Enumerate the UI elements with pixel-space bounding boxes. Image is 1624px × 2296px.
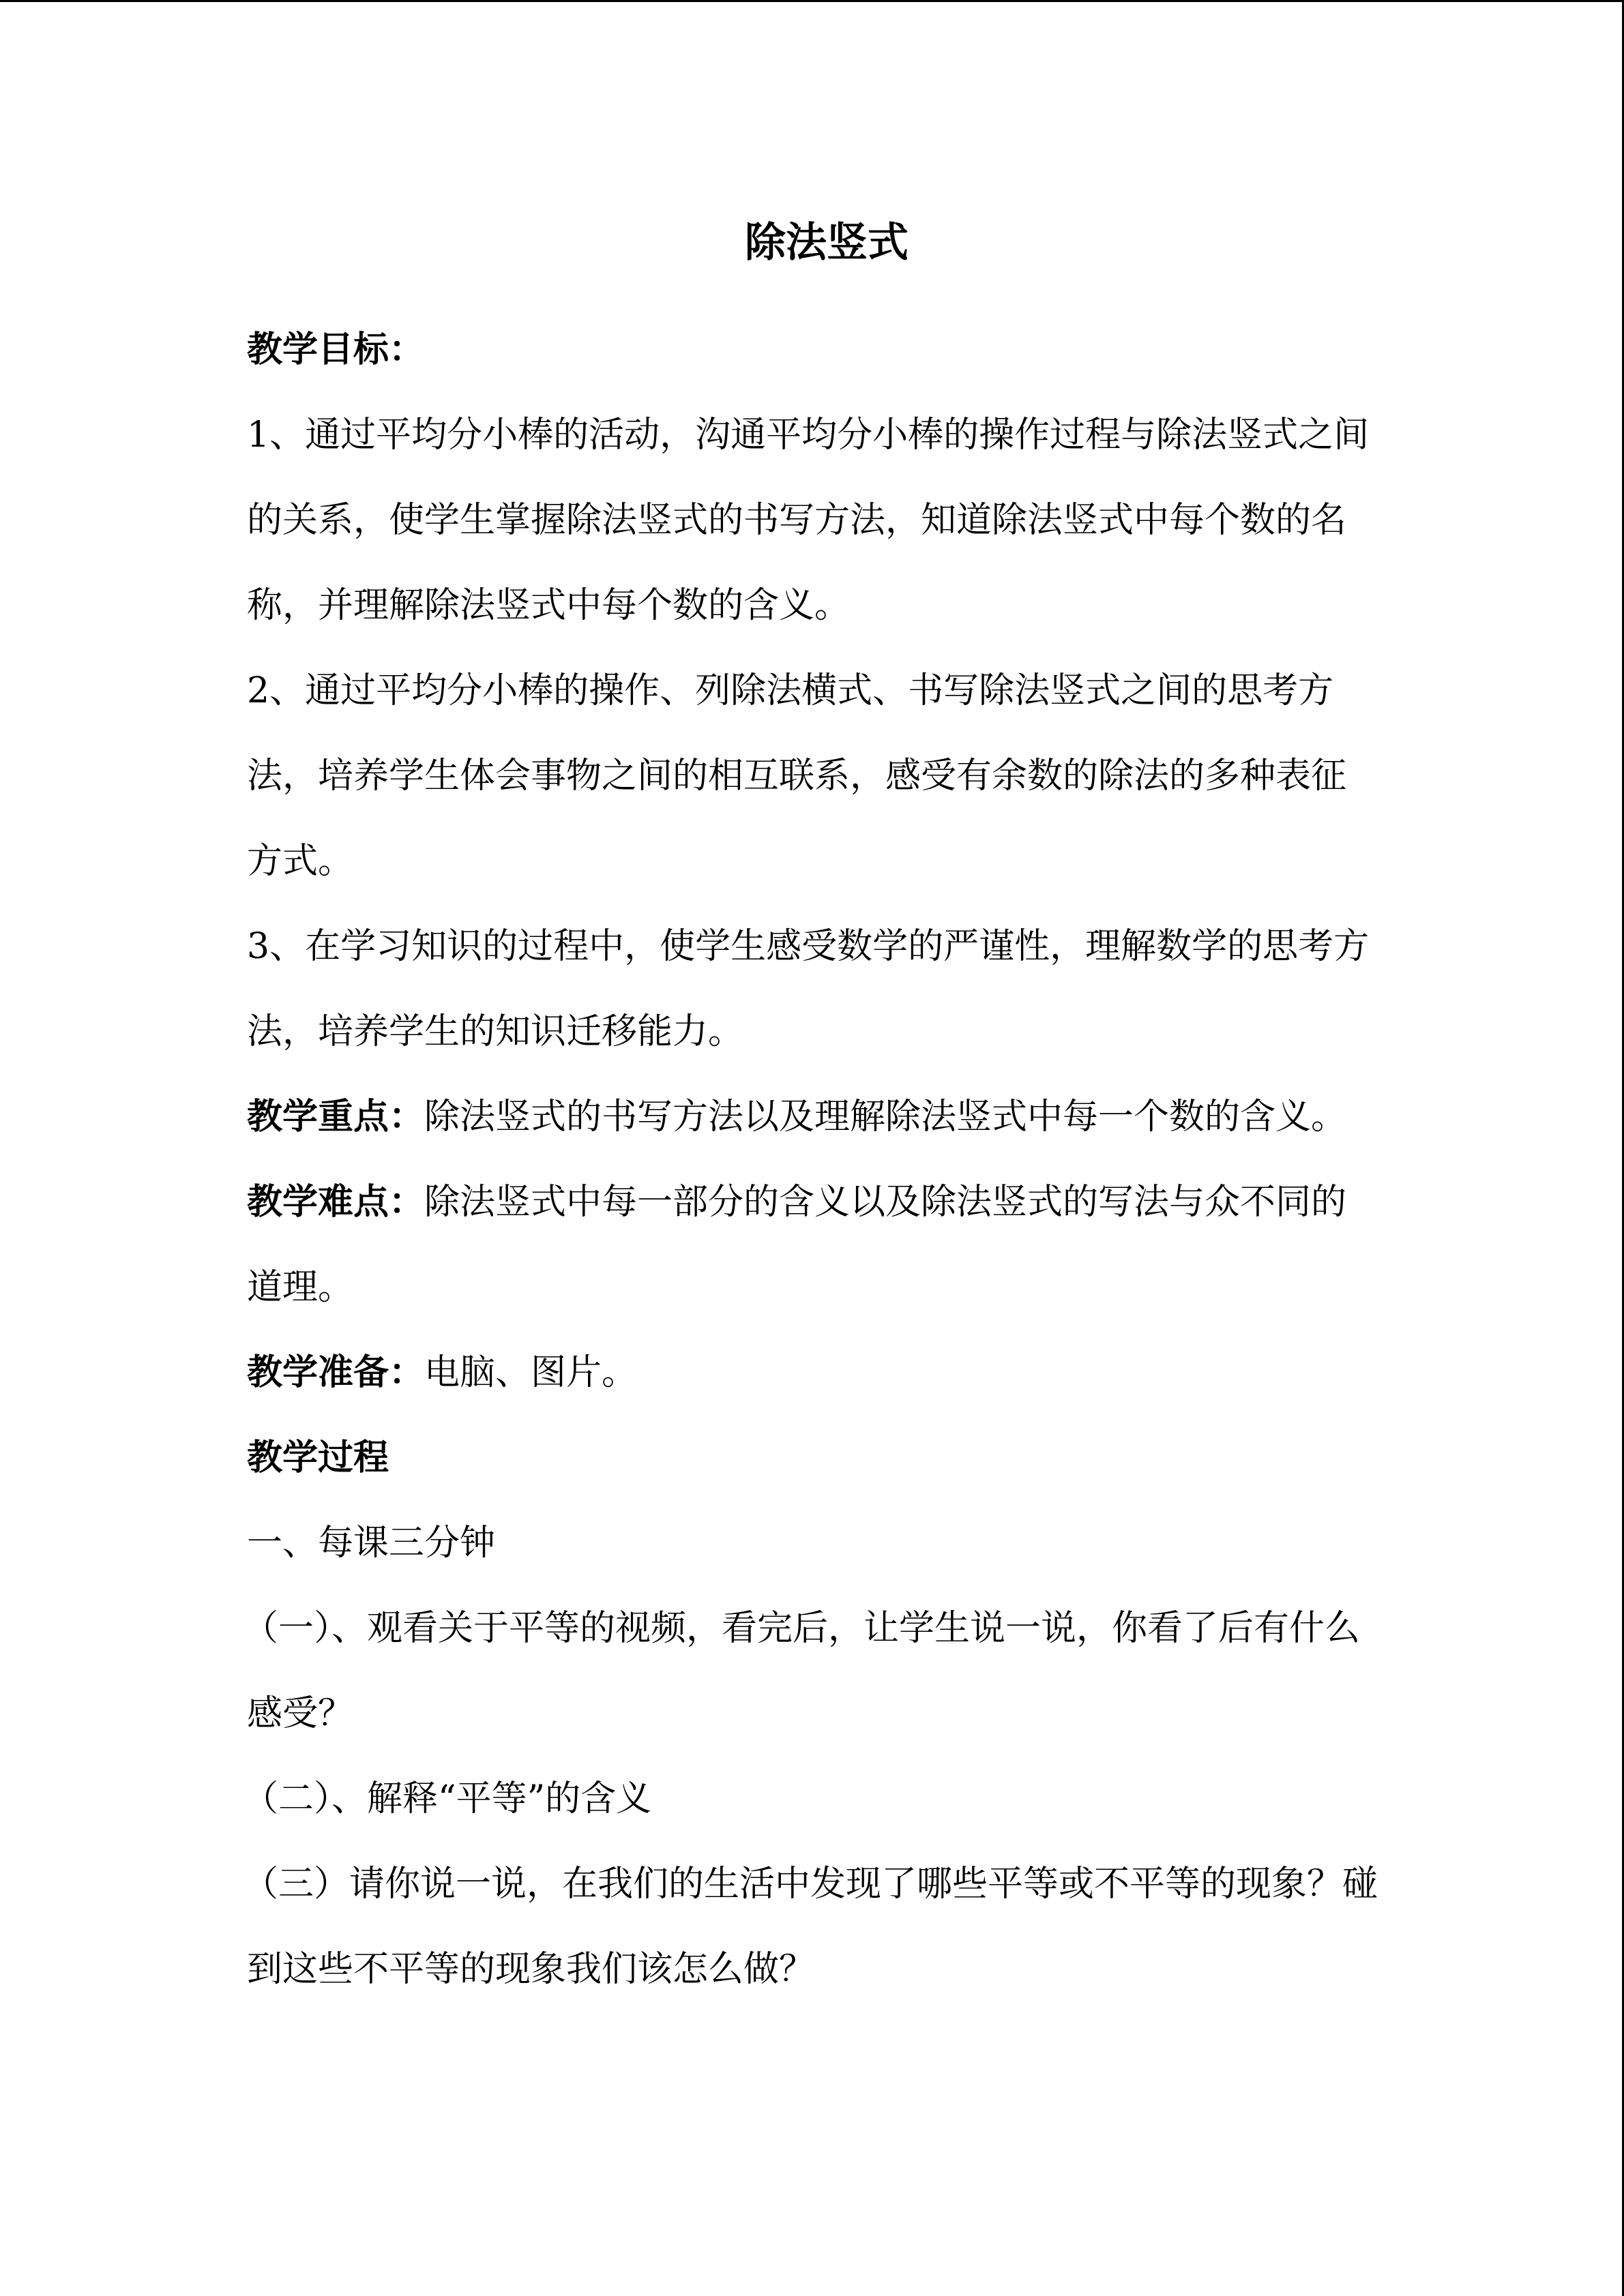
difficulty (247, 1160, 1379, 1330)
key-point-text: 除法竖式的书写方法以及理解除法竖式中每一个数的含义。 (424, 1097, 1347, 1137)
difficulty-label: 教学难点： (247, 1182, 425, 1223)
document-body (243, 219, 1379, 2012)
process-item-2: （二）、解释“平等”的含义 (243, 1778, 652, 1819)
objective-3: 3、在学习知识的过程中，使学生感受数学的严谨性，理解数学的思考方法，培养学生的知识迁移能力。 (247, 926, 1370, 1052)
section-1: 一、每课三分钟 (247, 1523, 496, 1564)
difficulty-text: 除法竖式中每一部分的含义以及除法竖式的写法与众不同的道理。 (247, 1182, 1347, 1308)
preparation-label: 教学准备： (247, 1352, 425, 1393)
objectives-heading: 教学目标： (247, 329, 425, 370)
preparation-text: 电脑、图片。 (424, 1352, 638, 1393)
key-point-label: 教学重点： (247, 1097, 425, 1137)
process-heading: 教学过程 (247, 1437, 389, 1478)
key-point (247, 1075, 1379, 1160)
process-item-1: （一）、观看关于平等的视频，看完后，让学生说一说，你看了后有什么感受？ (243, 1608, 1361, 1734)
objective-1: 1、通过平均分小棒的活动，沟通平均分小棒的操作过程与除法竖式之间的关系，使学生掌握除法竖式的书写方法，知道除法竖式中每个数的名称，并理解除法竖式中每个数的含义。 (247, 415, 1370, 626)
process-item-3: （三）请你说一说，在我们的生活中发现了哪些平等或不平等的现象？碰到这些不平等的现象我们该怎么做？ (243, 1864, 1378, 1990)
preparation (247, 1330, 1379, 1416)
document-title: 除法竖式 (745, 219, 909, 267)
objective-2: 2、通过平均分小棒的操作、列除法横式、书写除法竖式之间的思考方法，培养学生体会事物之间的相互联系，感受有余数的除法的多种表征方式。 (247, 670, 1347, 882)
